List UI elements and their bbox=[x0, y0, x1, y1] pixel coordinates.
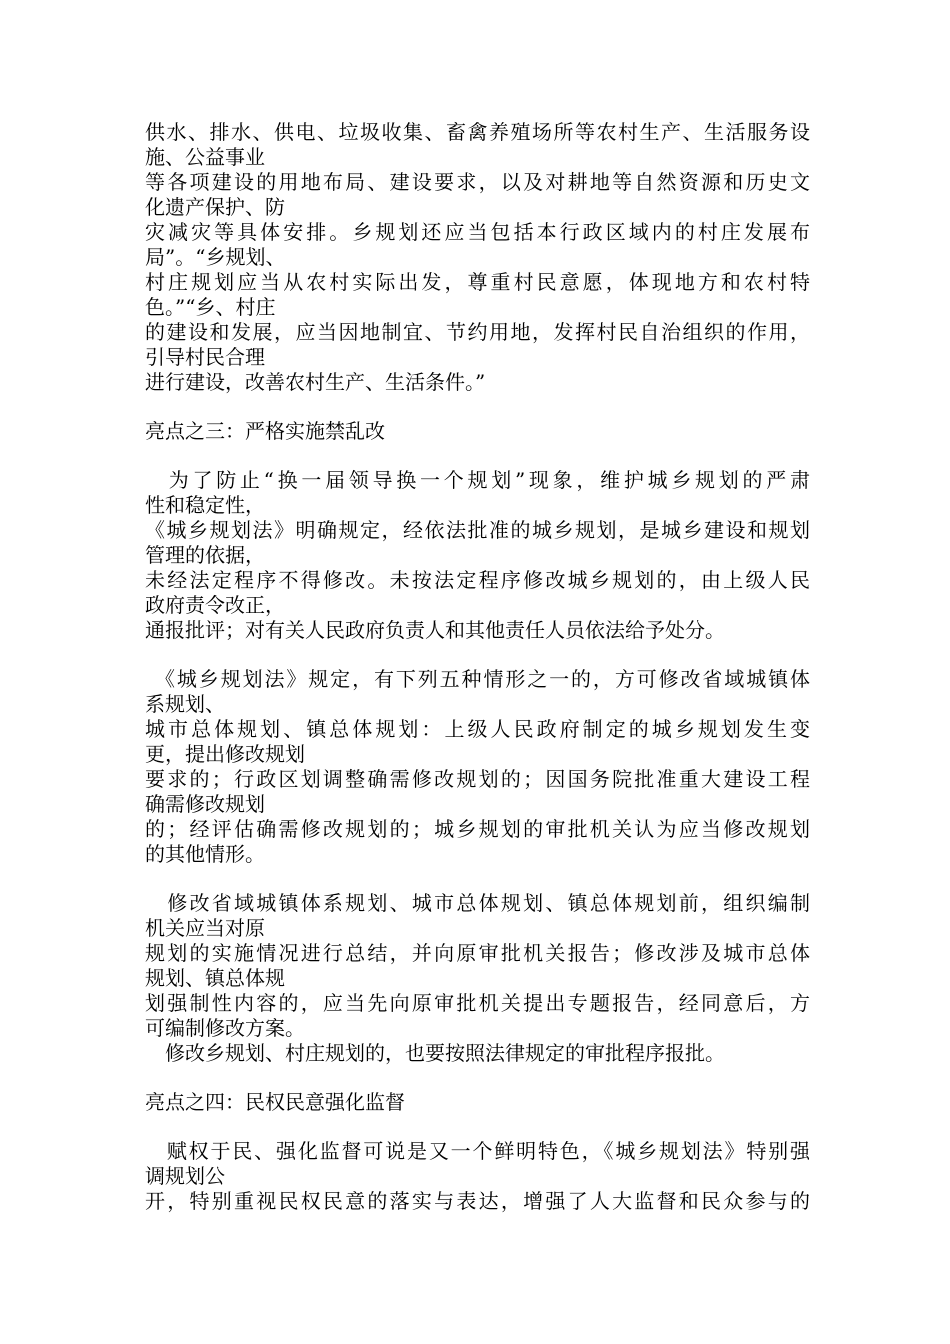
text-line: 化遗产保护、防 bbox=[145, 195, 285, 219]
text-line: 城市总体规划、镇总体规划：上级人民政府制定的城乡规划发生变 bbox=[145, 717, 810, 741]
text-line: 确需修改规划 bbox=[145, 792, 265, 816]
text-line: 局”。“乡规划、 bbox=[145, 245, 286, 269]
text-line: 《城乡规划法》明确规定，经依法批准的城乡规划，是城乡建设和规划 bbox=[145, 518, 810, 542]
text-line: 性和稳定性， bbox=[145, 493, 265, 517]
text-line: 《城乡规划法》规定，有下列五种情形之一的，方可修改省域城镇体 bbox=[155, 667, 810, 691]
text-line: 未经法定程序不得修改。未按法定程序修改城乡规划的，由上级人民 bbox=[145, 568, 810, 592]
text-line: 灾减灾等具体安排。乡规划还应当包括本行政区域内的村庄发展布 bbox=[145, 220, 810, 244]
text-line: 的；经评估确需修改规划的；城乡规划的审批机关认为应当修改规划 bbox=[145, 817, 810, 841]
text-line: 机关应当对原 bbox=[145, 916, 265, 940]
text-line: 色。”“乡、村庄 bbox=[145, 295, 276, 319]
text-line: 政府责令改正， bbox=[145, 593, 285, 617]
text-line: 引导村民合理 bbox=[145, 345, 265, 369]
section-heading-4: 亮点之四：民权民意强化监督 bbox=[145, 1090, 405, 1114]
text-line: 开，特别重视民权民意的落实与表达，增强了人大监督和民众参与的 bbox=[145, 1189, 810, 1213]
text-line: 可编制修改方案。 bbox=[145, 1016, 305, 1040]
paragraph-five-conditions bbox=[145, 667, 810, 692]
text-line: 进行建设，改善农村生产、生活条件。” bbox=[145, 370, 486, 394]
paragraph-five-conditions-cont bbox=[145, 692, 810, 867]
text-line: 规划、镇总体规 bbox=[145, 966, 285, 990]
text-line: 更，提出修改规划 bbox=[145, 742, 305, 766]
text-line: 赋权于民、强化监督可说是又一个鲜明特色，《城乡规划法》特别强 bbox=[145, 1139, 810, 1163]
paragraph-no-arbitrary-changes bbox=[145, 468, 810, 643]
paragraph-public-supervision bbox=[145, 1139, 810, 1214]
paragraph-village-planning bbox=[145, 120, 810, 395]
text-line: 供水、排水、供电、垃圾收集、畜禽养殖场所等农村生产、生活服务设 bbox=[145, 120, 810, 144]
text-line: 系规划、 bbox=[145, 692, 225, 716]
paragraph-modification-procedure bbox=[145, 891, 810, 1066]
text-line: 要求的；行政区划调整确需修改规划的；因国务院批准重大建设工程 bbox=[145, 767, 810, 791]
text-line: 的建设和发展，应当因地制宜、节约用地，发挥村民自治组织的作用， bbox=[145, 320, 810, 344]
text-line: 规划的实施情况进行总结，并向原审批机关报告；修改涉及城市总体 bbox=[145, 941, 810, 965]
text-line: 村庄规划应当从农村实际出发，尊重村民意愿，体现地方和农村特 bbox=[145, 270, 810, 294]
section-heading-3: 亮点之三：严格实施禁乱改 bbox=[145, 419, 385, 443]
text-line: 通报批评；对有关人民政府负责人和其他责任人员依法给予处分。 bbox=[145, 618, 725, 642]
text-line: 调规划公 bbox=[145, 1164, 225, 1188]
text-line: 修改乡规划、村庄规划的，也要按照法律规定的审批程序报批。 bbox=[145, 1041, 725, 1065]
text-line: 划强制性内容的，应当先向原审批机关提出专题报告，经同意后，方 bbox=[145, 991, 810, 1015]
text-line: 为了防止“换一届领导换一个规划”现象，维护城乡规划的严肃 bbox=[145, 468, 810, 492]
text-line: 施、公益事业 bbox=[145, 145, 265, 169]
text-line: 修改省域城镇体系规划、城市总体规划、镇总体规划前，组织编制 bbox=[145, 891, 810, 915]
text-line: 管理的依据， bbox=[145, 543, 265, 567]
text-line: 的其他情形。 bbox=[145, 842, 265, 866]
text-line: 等各项建设的用地布局、建设要求，以及对耕地等自然资源和历史文 bbox=[145, 170, 810, 194]
document-page bbox=[145, 120, 810, 1214]
